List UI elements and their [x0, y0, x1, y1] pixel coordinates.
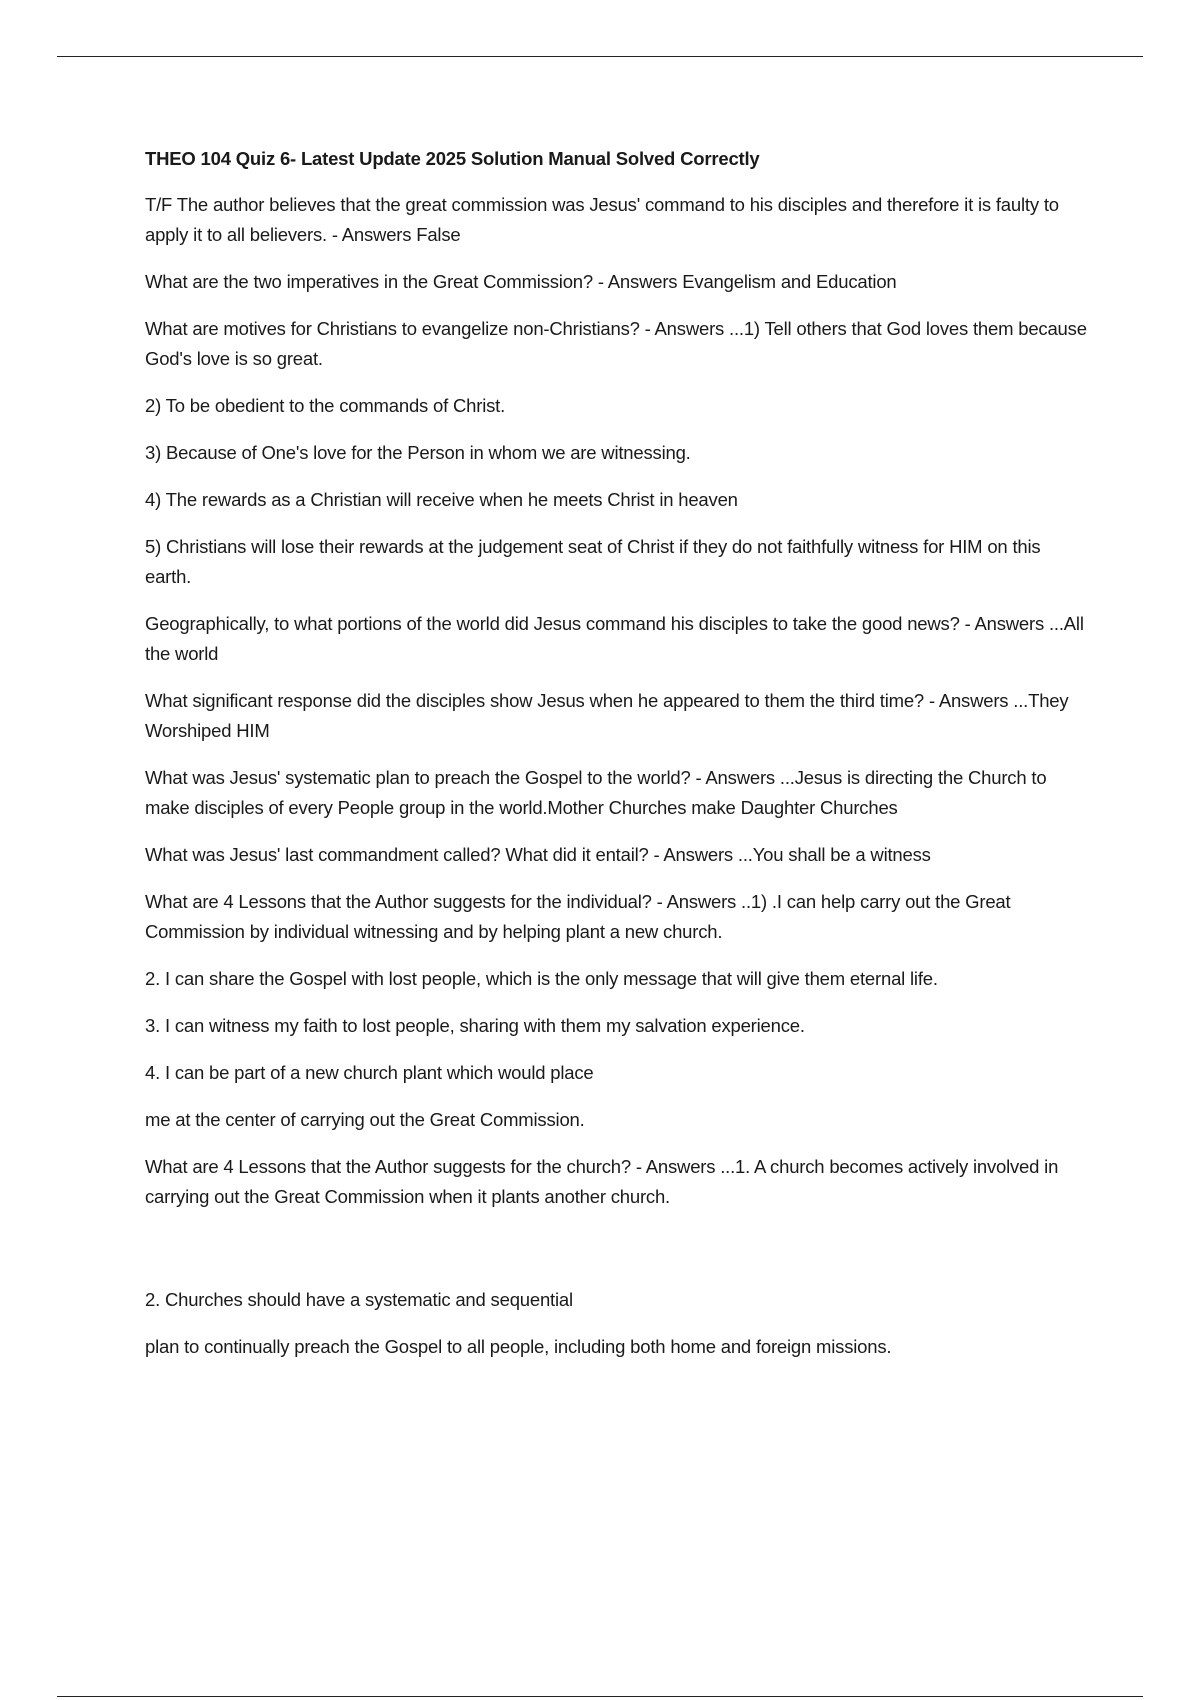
question-paragraph: What are 4 Lessons that the Author suggests for the individual? - Answers ..1) .I can help carry out the Great Commission by individual witnessing and by helping plant a new church.: [145, 891, 1011, 942]
question-paragraph: What are motives for Christians to evangelize non-Christians? - Answers ...1) Tell others that God loves them because God's love is so great.: [145, 318, 1087, 369]
footer-rule: [57, 1696, 1143, 1697]
answer-list-item: 3. I can witness my faith to lost people, sharing with them my salvation experience.: [145, 1015, 805, 1036]
answer-list-item: 5) Christians will lose their rewards at the judgement seat of Christ if they do not faithfully witness for HIM on this earth.: [145, 536, 1041, 587]
question-paragraph: What significant response did the disciples show Jesus when he appeared to them the third time? - Answers ...They Worshiped HIM: [145, 690, 1069, 741]
document-title: THEO 104 Quiz 6- Latest Update 2025 Solution Manual Solved Correctly: [145, 148, 760, 169]
answer-list-item: 3) Because of One's love for the Person in whom we are witnessing.: [145, 442, 691, 463]
question-paragraph: Geographically, to what portions of the world did Jesus command his disciples to take the good news? - Answers ...All the world: [145, 613, 1084, 664]
question-paragraph: What was Jesus' last commandment called? What did it entail? - Answers ...You shall be a witness: [145, 844, 931, 865]
question-paragraph: What are the two imperatives in the Great Commission? - Answers Evangelism and Education: [145, 271, 897, 292]
answer-list-item: 2. I can share the Gospel with lost people, which is the only message that will give them eternal life.: [145, 968, 938, 989]
answer-list-item: plan to continually preach the Gospel to all people, including both home and foreign missions.: [145, 1336, 892, 1357]
answer-list-item: me at the center of carrying out the Great Commission.: [145, 1109, 585, 1130]
answer-list-item: 2) To be obedient to the commands of Christ.: [145, 395, 506, 416]
question-paragraph: What was Jesus' systematic plan to preach the Gospel to the world? - Answers ...Jesus is directing the Church to make disciples of every People group in the world.Mother Churches make Daughter Churches: [145, 767, 1047, 818]
answer-list-item: 4) The rewards as a Christian will receive when he meets Christ in heaven: [145, 489, 738, 510]
question-paragraph: T/F The author believes that the great commission was Jesus' command to his disciples and therefore it is faulty to apply it to all believers. - Answers False: [145, 194, 1059, 245]
answer-list-item: 4. I can be part of a new church plant which would place: [145, 1062, 594, 1083]
header-rule: [57, 56, 1143, 57]
answer-list-item: 2. Churches should have a systematic and sequential: [145, 1289, 573, 1310]
document-body: [145, 144, 1090, 1379]
question-paragraph: What are 4 Lessons that the Author suggests for the church? - Answers ...1. A church becomes actively involved in carrying out the Great Commission when it plants another church.: [145, 1156, 1059, 1207]
